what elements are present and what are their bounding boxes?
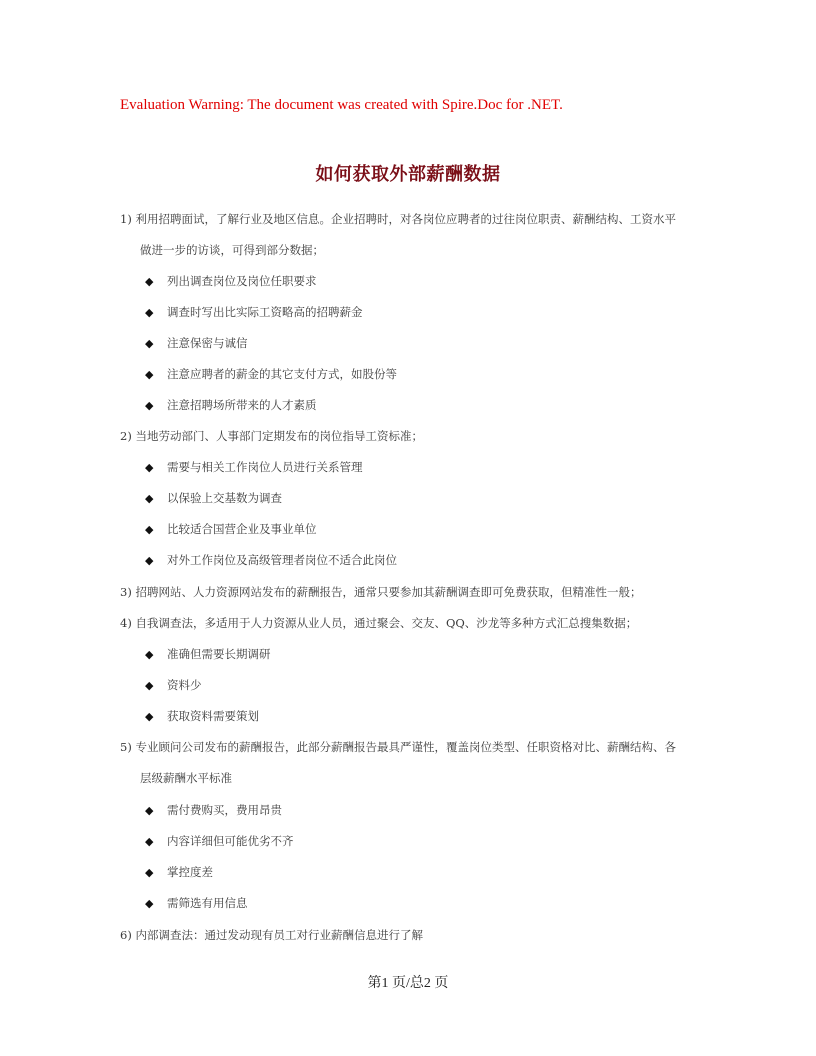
bullet-text: 注意保密与诚信 <box>167 336 248 350</box>
numbered-item: 6) 内部调查法：通过发动现有员工对行业薪酬信息进行了解 <box>120 928 423 942</box>
bullet-text: 资料少 <box>167 678 202 692</box>
bullet-item <box>145 552 397 569</box>
bullet-text: 注意招聘场所带来的人才素质 <box>167 398 317 412</box>
bullet-text: 以保验上交基数为调查 <box>167 491 282 505</box>
bullet-item <box>145 864 213 881</box>
diamond-bullet-icon: ◆ <box>145 679 154 692</box>
diamond-bullet-icon: ◆ <box>145 306 154 319</box>
bullet-item <box>145 895 248 912</box>
bullet-item <box>145 802 282 819</box>
diamond-bullet-icon: ◆ <box>145 710 154 723</box>
evaluation-warning: Evaluation Warning: The document was created with Spire.Doc for .NET. <box>120 97 563 113</box>
numbered-item: 4) 自我调查法，多适用于人力资源从业人员，通过聚会、交友、QQ、沙龙等多种方式汇总搜集数据； <box>120 616 638 630</box>
diamond-bullet-icon: ◆ <box>145 648 154 661</box>
bullet-text: 获取资料需要策划 <box>167 709 259 723</box>
continuation-line: 做进一步的访谈，可得到部分数据； <box>140 243 324 257</box>
bullet-item <box>145 677 202 694</box>
continuation-line: 层级薪酬水平标准 <box>140 771 232 785</box>
diamond-bullet-icon: ◆ <box>145 275 154 288</box>
bullet-text: 需付费购买，费用昂贵 <box>167 803 282 817</box>
numbered-item: 2) 当地劳动部门、人事部门定期发布的岗位指导工资标准； <box>120 429 423 443</box>
diamond-bullet-icon: ◆ <box>145 866 154 879</box>
bullet-item <box>145 273 317 290</box>
bullet-text: 需要与相关工作岗位人员进行关系管理 <box>167 460 363 474</box>
numbered-item: 1) 利用招聘面试，了解行业及地区信息。企业招聘时，对各岗位应聘者的过往岗位职责、薪酬结构、工资水平 <box>120 212 676 226</box>
bullet-item <box>145 708 259 725</box>
bullet-text: 列出调查岗位及岗位任职要求 <box>167 274 317 288</box>
bullet-item <box>145 646 271 663</box>
diamond-bullet-icon: ◆ <box>145 523 154 536</box>
bullet-item <box>145 490 282 507</box>
numbered-item: 3) 招聘网站、人力资源网站发布的薪酬报告，通常只要参加其薪酬调查即可免费获取，但精准性一般； <box>120 585 642 599</box>
bullet-item <box>145 304 363 321</box>
bullet-text: 内容详细但可能优劣不齐 <box>167 834 294 848</box>
bullet-text: 对外工作岗位及高级管理者岗位不适合此岗位 <box>167 553 397 567</box>
page-footer: 第1 页/总2 页 <box>367 976 449 991</box>
diamond-bullet-icon: ◆ <box>145 461 154 474</box>
bullet-text: 注意应聘者的薪金的其它支付方式，如股份等 <box>167 367 397 381</box>
bullet-text: 需筛选有用信息 <box>167 896 248 910</box>
bullet-item <box>145 397 317 414</box>
bullet-item <box>145 366 397 383</box>
diamond-bullet-icon: ◆ <box>145 337 154 350</box>
bullet-item <box>145 521 317 538</box>
bullet-text: 调查时写出比实际工资略高的招聘薪金 <box>167 305 363 319</box>
bullet-item <box>145 459 363 476</box>
diamond-bullet-icon: ◆ <box>145 368 154 381</box>
bullet-item <box>145 833 294 850</box>
diamond-bullet-icon: ◆ <box>145 554 154 567</box>
bullet-item <box>145 335 248 352</box>
diamond-bullet-icon: ◆ <box>145 399 154 412</box>
diamond-bullet-icon: ◆ <box>145 897 154 910</box>
bullet-text: 比较适合国营企业及事业单位 <box>167 522 317 536</box>
bullet-text: 准确但需要长期调研 <box>167 647 271 661</box>
diamond-bullet-icon: ◆ <box>145 804 154 817</box>
diamond-bullet-icon: ◆ <box>145 835 154 848</box>
bullet-text: 掌控度差 <box>167 865 213 879</box>
numbered-item: 5) 专业顾问公司发布的薪酬报告，此部分薪酬报告最具严谨性，覆盖岗位类型、任职资格对比、薪酬结构、各 <box>120 740 676 754</box>
diamond-bullet-icon: ◆ <box>145 492 154 505</box>
document-title: 如何获取外部薪酬数据 <box>315 164 501 185</box>
